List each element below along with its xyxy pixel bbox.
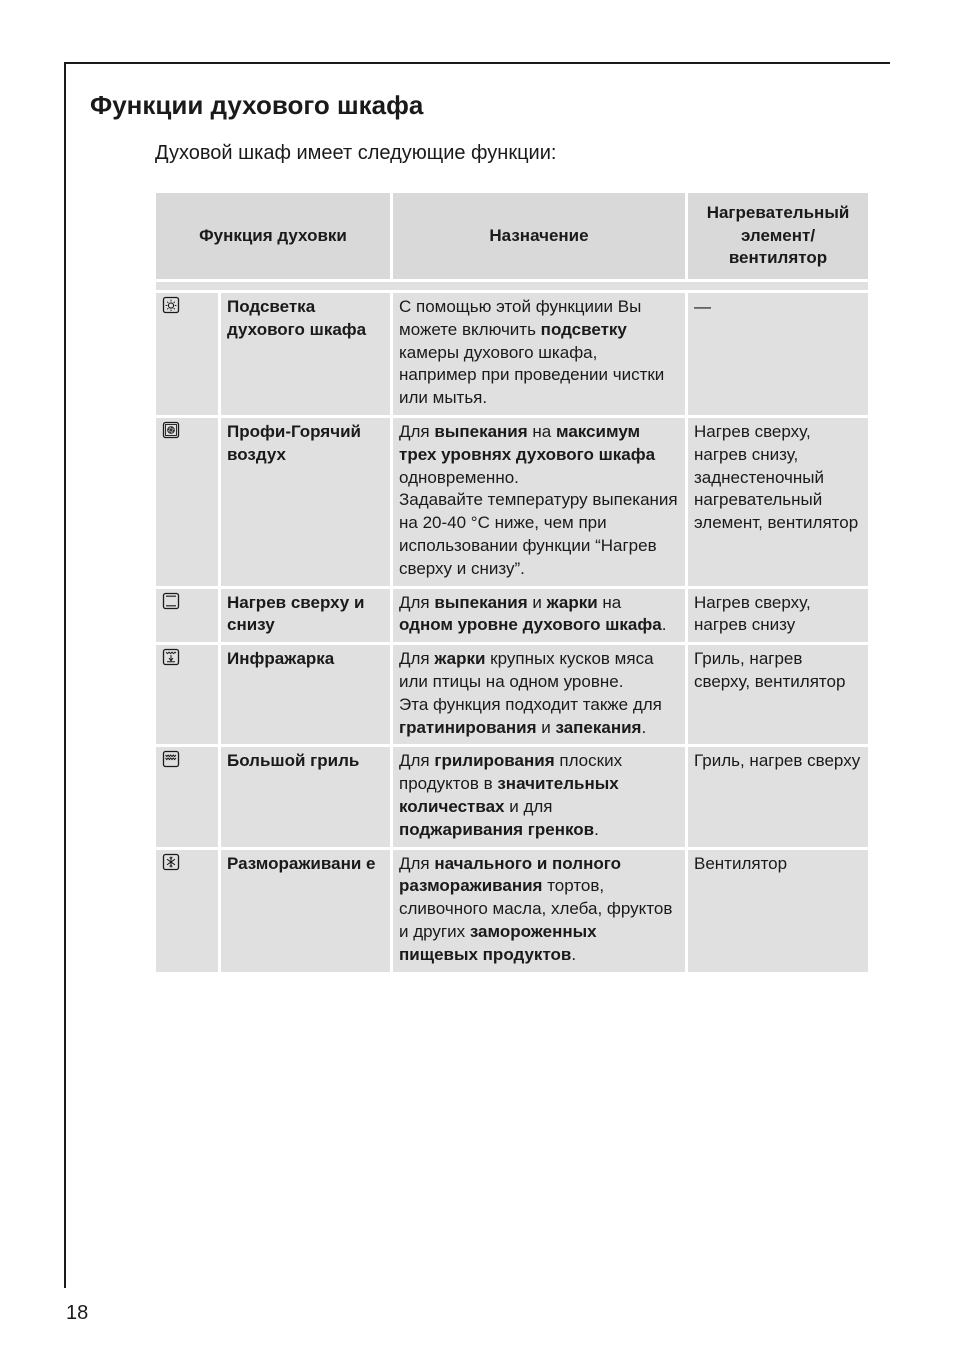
purpose-text: Задавайте температуру выпекания на 20-40 °C ниже, чем при использовании функции “Нагрев сверху и снизу”. [399,490,678,578]
hot-air-fan-icon [162,421,180,439]
header-purpose: Назначение [393,193,685,279]
purpose-text: на [527,421,556,441]
purpose-text: камеры духового шкафа, например при проведении чистки или мытья. [399,342,665,408]
function-icon-cell [156,850,218,972]
table-row [156,293,868,415]
table-row [156,589,868,643]
function-name: Нагрев сверху и снизу [221,589,390,643]
purpose-emphasis: грилирования [434,751,555,771]
purpose-emphasis: одном уровне духового шкафа [399,615,662,635]
infra-roast-icon [162,648,180,666]
function-purpose [393,589,685,643]
table-header-row [156,193,868,279]
function-purpose [393,850,685,972]
function-name: Профи-Горячий воздух [221,418,390,586]
purpose-text: . [571,944,577,964]
table-row [156,645,868,744]
purpose-text: тортов, сливочного масла, хлеба, фруктов и других [399,876,673,941]
function-purpose [393,418,685,586]
function-element: Нагрев сверху, нагрев снизу, заднестеночный нагревательный элемент, вентилятор [688,418,868,586]
function-element: Нагрев сверху, нагрев снизу [688,589,868,643]
purpose-emphasis: замороженных пищевых продуктов [399,921,597,964]
purpose-emphasis: значительных количествах [399,774,619,816]
purpose-text: . [594,819,599,839]
purpose-emphasis: жарки [546,592,598,612]
purpose-emphasis: поджаривания гренков [399,819,595,839]
table-row [156,747,868,846]
purpose-emphasis: подсветку [540,319,627,339]
function-name: Инфражарка [221,645,390,744]
function-purpose [393,645,685,744]
purpose-emphasis: жарки [434,649,486,669]
purpose-emphasis: выпекания [434,592,528,612]
page-title: Функции духового шкафа [90,90,424,120]
table-row [156,418,868,586]
purpose-text: одновременно. [399,467,519,487]
function-purpose [393,747,685,846]
function-icon-cell [156,293,218,415]
purpose-text: Для [399,853,435,873]
purpose-text: Для [399,751,435,771]
function-icon-cell [156,589,218,643]
oven-functions-table [153,190,871,975]
purpose-emphasis: начального и полного размораживания [399,853,621,896]
function-element: Вентилятор [688,850,868,972]
purpose-emphasis: максимум трех уровнях духового шкафа [399,421,656,464]
function-icon-cell [156,418,218,586]
page-number: 18 [66,1302,89,1324]
header-function: Функция духовки [156,193,390,279]
purpose-emphasis: запекания [555,717,642,737]
function-icon-cell [156,747,218,846]
purpose-text: . [641,717,647,737]
oven-light-icon [162,296,180,314]
left-rule [64,62,66,1288]
purpose-text: и [536,717,556,737]
purpose-text: Для [399,592,435,612]
function-element: — [688,293,868,415]
large-grill-icon [162,750,180,768]
purpose-text: С помощью этой функциии Вы можете включить [399,297,642,339]
table-body [156,293,868,972]
purpose-text: Для [399,421,435,441]
table-row [156,850,868,972]
purpose-emphasis: гратинирования [399,717,537,737]
purpose-text: Для [399,649,435,669]
purpose-text: плоских продуктов в [399,751,623,794]
function-purpose [393,293,685,415]
function-name: Большой гриль [221,747,390,846]
function-element: Гриль, нагрев сверху, вентилятор [688,645,868,744]
purpose-emphasis: выпекания [434,421,528,441]
function-name: Размораживани е [221,850,390,972]
purpose-text: и для [504,796,553,816]
purpose-text: Эта функция подходит также для [399,694,662,714]
top-bottom-heat-icon [162,592,180,610]
function-name: Подсветка духового шкафа [221,293,390,415]
purpose-text: на [597,592,622,612]
function-icon-cell [156,645,218,744]
intro-text: Духовой шкаф имеет следующие функции: [155,142,557,164]
purpose-text: крупных кусков мяса или птицы на одном уровне. [399,649,654,691]
header-element: Нагревательный элемент/ вентилятор [688,193,868,279]
defrost-icon [162,853,180,871]
purpose-text: . [661,615,667,635]
function-element: Гриль, нагрев сверху [688,747,868,846]
top-rule [64,62,890,64]
purpose-text: и [527,592,547,612]
